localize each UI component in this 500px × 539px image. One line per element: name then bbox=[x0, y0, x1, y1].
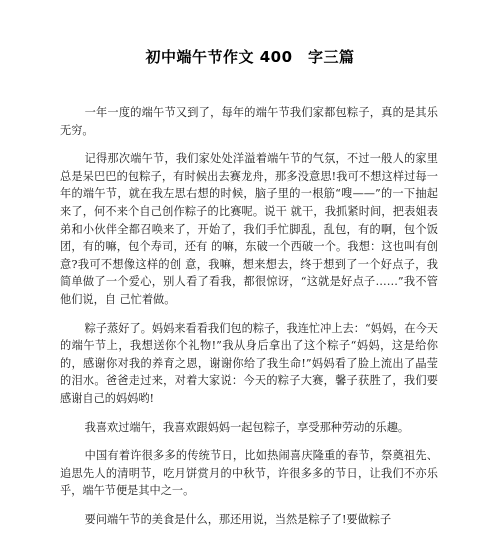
paragraph-6: 要问端午节的美食是什么，那还用说，当然是粽子了!要做粽子 bbox=[84, 512, 392, 526]
paragraph-5: 中国有着许很多多的传统节日，比如热闹喜庆隆重的春节，祭奠祖先、追思先人的清明节，吃月饼赏月的中秋节，许很多多的节日，让我们不亦乐乎，端午节便是其中之一。 bbox=[60, 449, 438, 498]
paragraph-4: 我喜欢过端午，我喜欢跟妈妈一起包粽子，享受那种劳动的乐趣。 bbox=[84, 420, 410, 434]
paragraph-3: 粽子蒸好了。妈妈来看看我们包的粽子，我连忙冲上去：“妈妈，在今天的端午节上，我想送你个礼物!”我从身后拿出了这个粽子“妈妈，这是给你的，感谢你对我的养育之恩，谢谢你给了我生命!”妈妈看了脸上流出了晶莹的泪水。爸爸走过来，对着大家说：今天的粽子大赛，馨子获胜了，我们要感谢自己的妈妈哟! bbox=[60, 321, 438, 405]
paragraph-2: 记得那次端午节，我们家处处洋溢着端午节的气氛，不过一般人的家里总是呆巴巴的包粽子，有时候出去赛龙舟，那多没意思!我可不想这样过每一年的端午节，就在我左思右想的时候，脑子里的一根筋“嗖——”的一下抽起来了，何不来个自己创作粽子的比赛呢。说干 就干，我抓紧时间，把表姐表弟和小伙伴全都召唤来了，开始了，我们手忙脚乱，乱包，有的啊，包个饭团，有的嘛，包个寿司，还有 的嘛，东破一个西破一个。我想：这也叫有创意?我可不想像这样的创 意，我嘛，想来想去，终于想到了一个好点子，我简单做了一个爱心，别人看了看我，都很惊讶，“这就是好点子……”我不管他们说，自 己忙着做。 bbox=[60, 152, 438, 306]
document-title: 初中端午节作文 400 字三篇 bbox=[145, 48, 355, 66]
paragraph-1: 一年一度的端午节又到了，每年的端午节我们家都包粽子，真的是其乐无穷。 bbox=[60, 106, 438, 137]
document-body bbox=[60, 104, 438, 539]
